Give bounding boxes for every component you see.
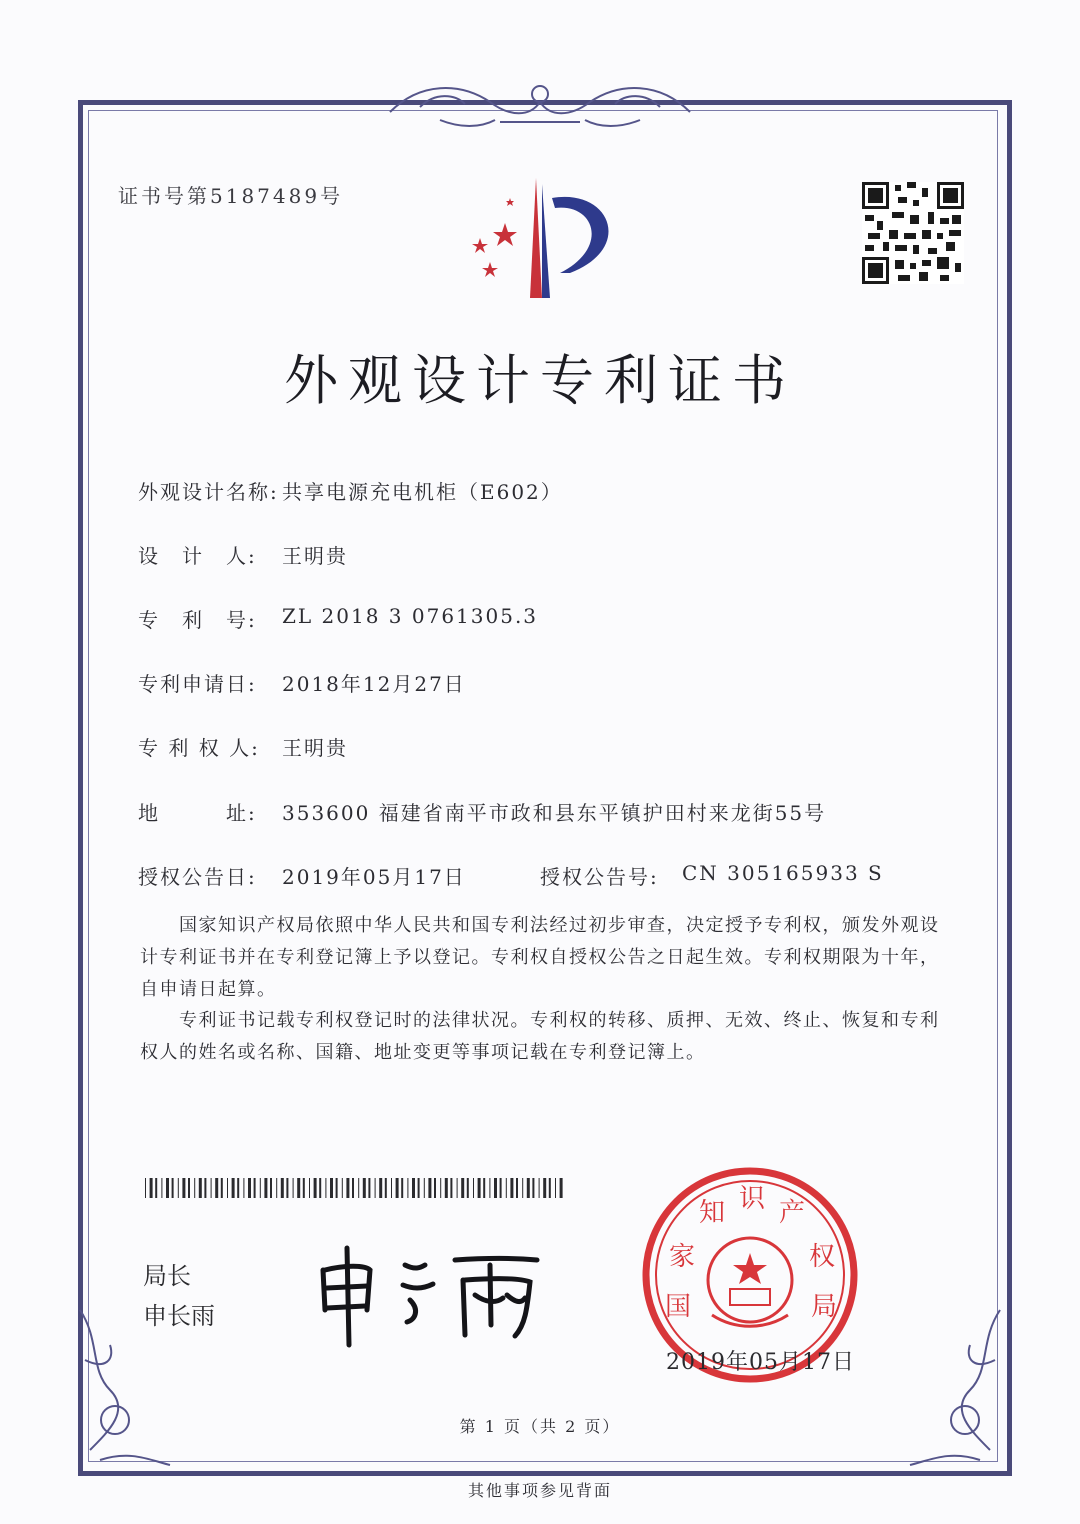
patent-number-value: ZL 2018 3 0761305.3 — [282, 604, 539, 628]
barcode-bar — [461, 1178, 464, 1198]
barcode-bar — [237, 1178, 239, 1198]
field-address — [0, 797, 1080, 827]
barcode-bar — [385, 1178, 387, 1198]
barcode-bar — [172, 1178, 174, 1198]
filing-date-value: 2018年12月27日 — [282, 672, 466, 696]
barcode-bar — [336, 1178, 338, 1198]
designer-label: 设 计 人: — [138, 544, 257, 568]
barcode-bar — [155, 1178, 157, 1198]
barcode-bar — [368, 1178, 370, 1198]
seal-char-1: 国 — [664, 1292, 692, 1322]
handwritten-signature — [315, 1240, 545, 1350]
barcode-bar — [145, 1178, 146, 1198]
barcode-bar — [188, 1178, 190, 1198]
barcode-bar — [424, 1178, 425, 1198]
barcode-bar — [161, 1178, 162, 1198]
barcode-bar — [352, 1178, 354, 1198]
patentee-label: 专 利 权 人: — [138, 736, 260, 760]
barcode-bar — [543, 1178, 546, 1198]
barcode-bar — [211, 1178, 212, 1198]
barcode-bar — [194, 1178, 195, 1198]
seal-date: 2019年05月17日 — [666, 1350, 855, 1375]
barcode-bar — [418, 1178, 420, 1198]
barcode-bar — [478, 1178, 481, 1198]
seal-char-3: 知 — [698, 1198, 726, 1228]
document-title: 外观设计专利证书 — [284, 349, 796, 412]
barcode-bar — [549, 1178, 551, 1198]
barcode-bar — [319, 1178, 321, 1198]
barcode-bar — [457, 1178, 458, 1198]
barcode-bar — [270, 1178, 272, 1198]
director-name: 申长雨 — [143, 1302, 215, 1330]
barcode-bar — [199, 1178, 202, 1198]
barcode-bar — [434, 1178, 436, 1198]
barcode — [145, 1178, 565, 1198]
barcode-bar — [412, 1178, 415, 1198]
bottom-right-ornament — [900, 1300, 1010, 1470]
barcode-bar — [276, 1178, 277, 1198]
barcode-bar — [494, 1178, 497, 1198]
patent-number-label: 专 利 号: — [138, 608, 257, 632]
barcode-bar — [264, 1178, 267, 1198]
grant-number-label: 授权公告号: — [540, 865, 659, 889]
barcode-bar — [309, 1178, 310, 1198]
barcode-bar — [297, 1178, 300, 1198]
top-ornament — [380, 72, 700, 132]
cnipa-logo — [460, 178, 630, 308]
barcode-bar — [166, 1178, 169, 1198]
barcode-bar — [281, 1178, 284, 1198]
barcode-bar — [506, 1178, 507, 1198]
design-name-value: 共享电源充电机柜（E602） — [282, 480, 563, 504]
field-patent-number — [0, 604, 1080, 634]
barcode-bar — [467, 1178, 469, 1198]
director-title: 局长 — [143, 1262, 191, 1290]
barcode-bar — [303, 1178, 305, 1198]
barcode-bar — [500, 1178, 502, 1198]
barcode-bar — [532, 1178, 534, 1198]
barcode-bar — [346, 1178, 349, 1198]
paragraph-legal-status: 专利证书记载专利权登记时的法律状况。专利权的转移、质押、无效、终止、恢复和专利权人的姓名或名称、国籍、地址变更等事项记载在专利登记簿上。 — [140, 1010, 940, 1063]
back-note: 其他事项参见背面 — [467, 1481, 612, 1500]
grant-date-label: 授权公告日: — [138, 865, 257, 889]
barcode-bar — [293, 1178, 294, 1198]
barcode-bar — [450, 1178, 452, 1198]
barcode-bar — [401, 1178, 403, 1198]
barcode-bar — [560, 1178, 563, 1198]
seal-char-5: 产 — [778, 1198, 806, 1228]
patentee-value: 王明贵 — [282, 736, 348, 760]
qr-code — [862, 182, 964, 284]
seal-char-2: 家 — [668, 1242, 696, 1272]
barcode-bar — [330, 1178, 333, 1198]
barcode-bar — [391, 1178, 392, 1198]
address-label: 地 址: — [138, 801, 257, 825]
seal-char-6: 权 — [808, 1242, 836, 1272]
barcode-bar — [516, 1178, 518, 1198]
page-indicator: 第 1 页（共 2 页） — [459, 1417, 621, 1436]
barcode-bar — [428, 1178, 431, 1198]
barcode-bar — [445, 1178, 448, 1198]
address-value: 353600 福建省南平市政和县东平镇护田村来龙街55号 — [282, 801, 827, 825]
barcode-bar — [407, 1178, 408, 1198]
barcode-bar — [363, 1178, 366, 1198]
barcode-bar — [227, 1178, 228, 1198]
barcode-bar — [522, 1178, 523, 1198]
certificate-number: 证书号第5187489号 — [118, 184, 344, 208]
field-grant — [0, 861, 1080, 891]
barcode-bar — [254, 1178, 256, 1198]
field-patentee — [0, 732, 1080, 762]
seal-char-4: 识 — [738, 1184, 766, 1214]
barcode-bar — [182, 1178, 185, 1198]
barcode-bar — [221, 1178, 223, 1198]
barcode-bar — [325, 1178, 326, 1198]
field-design-name — [0, 476, 1080, 506]
design-name-label: 外观设计名称: — [138, 480, 279, 504]
barcode-bar — [178, 1178, 179, 1198]
barcode-bar — [527, 1178, 530, 1198]
barcode-bar — [473, 1178, 474, 1198]
barcode-bar — [204, 1178, 206, 1198]
filing-date-label: 专利申请日: — [138, 672, 257, 696]
barcode-bar — [483, 1178, 485, 1198]
barcode-bar — [243, 1178, 244, 1198]
barcode-bar — [379, 1178, 382, 1198]
field-filing-date — [0, 668, 1080, 698]
barcode-bar — [510, 1178, 513, 1198]
barcode-bar — [286, 1178, 288, 1198]
barcode-bar — [260, 1178, 261, 1198]
barcode-bar — [248, 1178, 251, 1198]
barcode-bar — [539, 1178, 540, 1198]
barcode-bar — [215, 1178, 218, 1198]
barcode-bar — [232, 1178, 235, 1198]
barcode-bar — [396, 1178, 399, 1198]
field-designer — [0, 540, 1080, 570]
designer-value: 王明贵 — [282, 544, 348, 568]
barcode-bar — [358, 1178, 359, 1198]
grant-number-value: CN 305165933 S — [682, 861, 884, 885]
barcode-bar — [555, 1178, 556, 1198]
grant-date-value: 2019年05月17日 — [282, 865, 466, 889]
barcode-bar — [440, 1178, 441, 1198]
barcode-bar — [489, 1178, 490, 1198]
barcode-bar — [314, 1178, 317, 1198]
barcode-bar — [342, 1178, 343, 1198]
seal-char-7: 局 — [810, 1292, 838, 1322]
barcode-bar — [150, 1178, 153, 1198]
barcode-bar — [375, 1178, 376, 1198]
paragraph-grant-statement: 国家知识产权局依照中华人民共和国专利法经过初步审查，决定授予专利权，颁发外观设计专利证书并在专利登记簿上予以登记。专利权自授权公告之日起生效。专利权期限为十年，自申请日起算。 — [140, 915, 940, 1000]
